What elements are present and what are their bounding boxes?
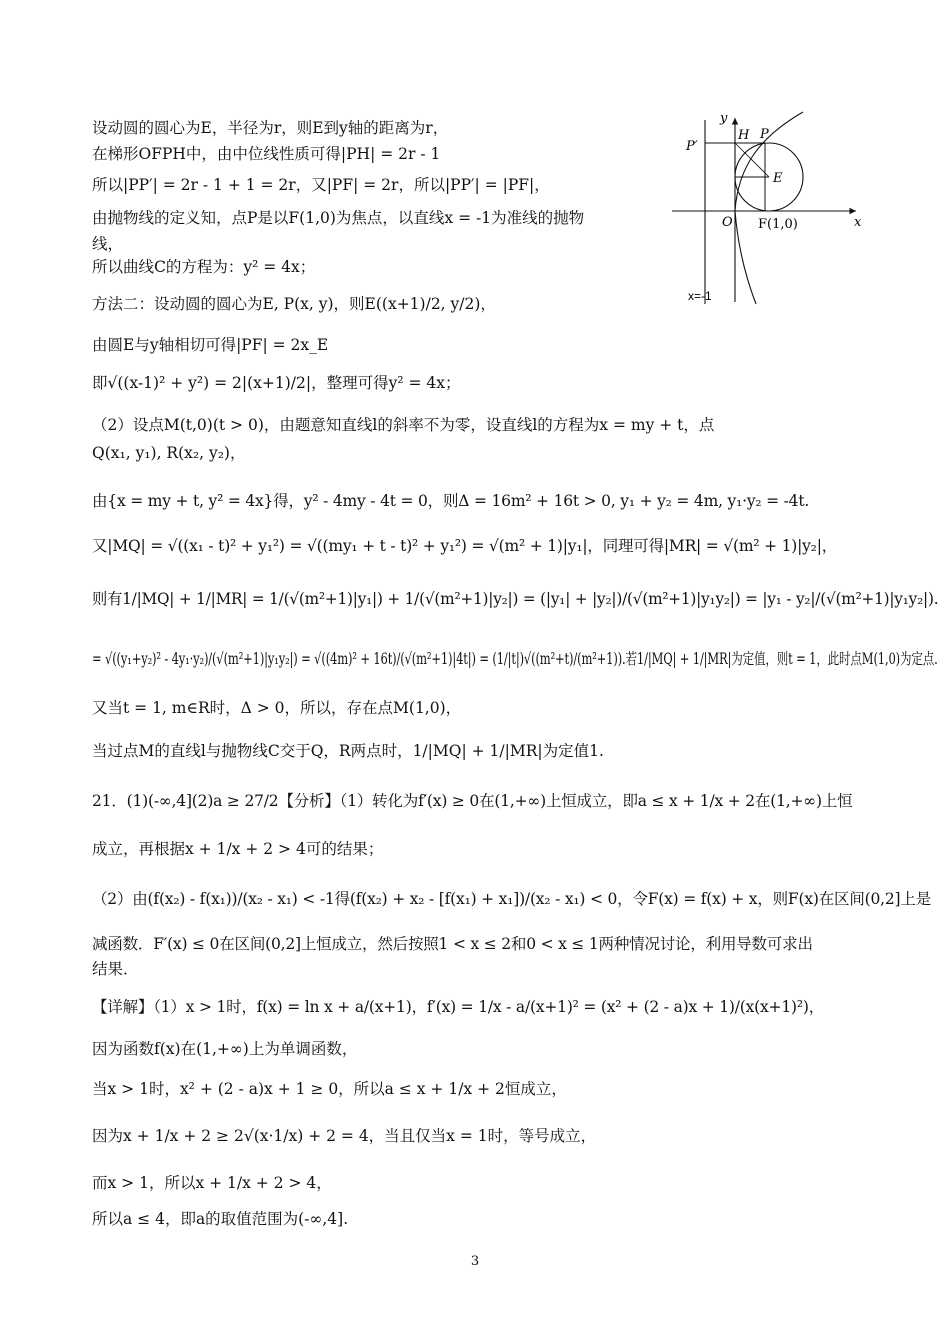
parabola-figure — [668, 108, 868, 308]
text-line: 方法二：设动圆的圆心为E, P(x, y)，则E((x+1)/2, y/2)， — [92, 295, 496, 313]
text-line: 结果． — [92, 960, 139, 978]
label-p-prime: P′ — [686, 139, 698, 154]
text-line: 成立，再根据x + 1/x + 2 > 4可的结果； — [92, 840, 384, 858]
text-line: 当过点M的直线l与抛物线C交于Q，R两点时，1/|MQ| + 1/|MR|为定值1. — [92, 742, 604, 760]
text-line: 当x > 1时，x² + (2 - a)x + 1 ≥ 0，所以a ≤ x + 1/x + 2恒成立， — [92, 1080, 567, 1098]
label-y-axis: y — [720, 111, 728, 126]
text-line: 即√((x-1)² + y²) = 2|(x+1)/2|，整理可得y² = 4x； — [92, 374, 461, 392]
text-line: 21．(1)(-∞,4](2)a ≥ 27/2【分析】（1）转化为f′(x) ≥ 0在(1,+∞)上恒成立，即a ≤ x + 1/x + 2在(1,+∞)上恒 — [92, 792, 853, 810]
text-line: 所以曲线C的方程为：y² = 4x； — [92, 258, 316, 276]
text-line: 因为函数f(x)在(1,+∞)上为单调函数， — [92, 1040, 358, 1058]
text-line: （2）设点M(t,0)(t > 0)，由题意知直线l的斜率不为零，设直线l的方程为x = my + t，点 — [92, 416, 715, 434]
text-line: 因为x + 1/x + 2 ≥ 2√(x·1/x) + 2 = 4，当且仅当x = 1时，等号成立， — [92, 1127, 597, 1145]
label-h: H — [738, 128, 750, 143]
text-line: 而x > 1，所以x + 1/x + 2 > 4， — [92, 1174, 332, 1192]
text-line: Q(x₁, y₁), R(x₂, y₂)， — [92, 444, 246, 462]
parabola-upper — [735, 112, 803, 211]
label-x-axis: x — [854, 215, 862, 230]
text-line: 则有1/|MQ| + 1/|MR| = 1/(√(m²+1)|y₁|) + 1/(√(m²+1)|y₂|) = (|y₁| + |y₂|)/(√(m²+1)|y₁y₂|) = |y₁ - y₂|/(√(m²+1)|y₁y₂|). — [92, 590, 939, 608]
text-line: 又当t = 1, m∈R时，Δ > 0，所以，存在点M(1,0)， — [92, 699, 462, 717]
label-o: O — [722, 215, 733, 230]
label-e: E — [773, 171, 783, 186]
text-line: 线， — [92, 235, 124, 253]
text-line: 由抛物线的定义知，点P是以F(1,0)为焦点，以直线x = -1为准线的抛物 — [92, 209, 585, 227]
text-line: 设动圆的圆心为E，半径为r，则E到y轴的距离为r， — [92, 119, 449, 137]
text-line: = √((y₁+y₂)² - 4y₁·y₂)/(√(m²+1)|y₁y₂|) = √((4m)² + 16t)/(√(m²+1)|4t|) = (1/|t|)√((m²+t)/(m²+1)).若1/|MQ| + 1/|MR|为定值，则t = 1，此时点M(1,0)为定点. — [92, 650, 938, 668]
text-line: 减函数．F′(x) ≤ 0在区间(0,2]上恒成立，然后按照1 < x ≤ 2和0 < x ≤ 1两种情况讨论，利用导数可求出 — [92, 935, 813, 953]
text-line: 在梯形OFPH中，由中位线性质可得|PH| = 2r - 1 — [92, 145, 441, 163]
text-line: 所以|PP′| = 2r - 1 + 1 = 2r，又|PF| = 2r，所以|PP′| = |PF|， — [92, 176, 550, 194]
label-p: P — [760, 127, 769, 142]
label-directrix: x=-1 — [688, 289, 712, 303]
label-f: F(1,0) — [758, 217, 798, 232]
text-line: 又|MQ| = √((x₁ - t)² + y₁²) = √((my₁ + t - t)² + y₁²) = √(m² + 1)|y₁|，同理可得|MR| = √(m² + 1)|y₂|， — [92, 537, 838, 555]
text-line: 所以a ≤ 4，即a的取值范围为(-∞,4]. — [92, 1210, 349, 1228]
text-line: （2）由(f(x₂) - f(x₁))/(x₂ - x₁) < -1得(f(x₂) + x₂ - [f(x₁) + x₁])/(x₂ - x₁) < 0，令F(x) = f(x) + x，则F(x)在区间(0,2]上是 — [92, 890, 931, 908]
text-line: 由圆E与y轴相切可得|PF| = 2x_E — [92, 336, 329, 354]
parabola-lower — [735, 211, 756, 304]
text-line: 由{x = my + t, y² = 4x}得，y² - 4my - 4t = 0，则Δ = 16m² + 16t > 0, y₁ + y₂ = 4m, y₁·y₂ = -4t. — [92, 492, 810, 510]
text-line: 【详解】（1）x > 1时，f(x) = ln x + a/(x+1)，f′(x) = 1/x - a/(x+1)² = (x² + (2 - a)x + 1)/(x(x+1)²)， — [92, 998, 824, 1016]
page-number: 3 — [470, 1254, 480, 1269]
